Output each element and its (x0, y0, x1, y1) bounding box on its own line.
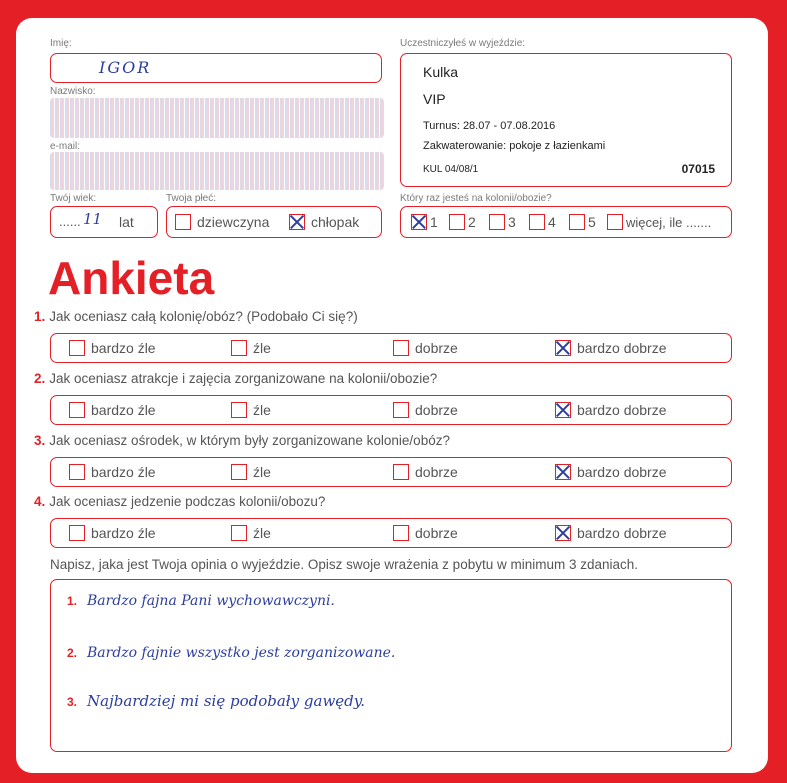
answer-option[interactable] (69, 401, 156, 418)
wiek-field[interactable] (50, 206, 158, 238)
answer-option[interactable] (231, 463, 271, 480)
checkbox[interactable] (393, 525, 409, 541)
opinion-line-3 (67, 692, 365, 711)
question-number: 4. (34, 494, 46, 509)
checkbox[interactable] (231, 340, 247, 356)
answer-option[interactable] (393, 463, 458, 480)
times-option-label: więcej, ile ....... (626, 214, 712, 230)
checkbox[interactable] (175, 214, 191, 230)
answer-option-label: źle (253, 464, 271, 481)
answer-option-label: bardzo dobrze (577, 464, 667, 481)
turnus: Turnus: 28.07 - 07.08.2016 (423, 120, 556, 132)
question-4-answers (50, 518, 732, 548)
checkbox[interactable] (489, 214, 505, 230)
opinion-line-text: Bardzo fajnie wszystko jest zorganizowane. (87, 645, 396, 661)
participant-code: KUL 04/08/1 (423, 164, 479, 175)
opinion-prompt: Napisz, jaka jest Twoja opinia o wyjeździe. Opisz swoje wrażenia z pobytu w minimum 3 zdaniach. (50, 557, 639, 572)
checkbox[interactable] (69, 525, 85, 541)
checkbox[interactable] (69, 402, 85, 418)
times-option-label: 1 (430, 214, 438, 231)
question-2-answers (50, 395, 732, 425)
question-text: Jak oceniasz całą kolonię/obóz? (Podobało Ci się?) (49, 309, 358, 324)
participant-line1: Kulka (423, 64, 459, 80)
participant-label: Uczestniczyłeś w wyjeździe: (400, 38, 526, 49)
answer-option[interactable] (555, 339, 667, 356)
checkbox[interactable] (69, 464, 85, 480)
imie-field[interactable] (50, 53, 382, 83)
answer-option-label: bardzo źle (91, 464, 156, 481)
question-1 (34, 309, 358, 324)
checkbox-checked[interactable] (411, 214, 427, 230)
question-3 (34, 433, 450, 448)
opinion-box[interactable] (50, 579, 732, 752)
question-number: 1. (34, 309, 46, 324)
answer-option[interactable] (69, 463, 156, 480)
opinion-line-text: Najbardziej mi się podobały gawędy. (87, 692, 366, 710)
times-option-label: 5 (588, 214, 596, 231)
checkbox-checked[interactable] (555, 402, 571, 418)
checkbox[interactable] (607, 214, 623, 230)
checkbox-checked[interactable] (555, 340, 571, 356)
question-3-answers (50, 457, 732, 487)
times-option-2[interactable] (449, 213, 476, 230)
answer-option-label: dobrze (415, 525, 458, 542)
answer-option-label: dobrze (415, 464, 458, 481)
page-title: Ankieta (48, 252, 215, 304)
opinion-line-1 (67, 592, 335, 610)
checkbox-checked[interactable] (555, 464, 571, 480)
times-option-label: 2 (468, 214, 476, 231)
answer-option-label: bardzo dobrze (577, 340, 667, 357)
answer-option-label: bardzo źle (91, 340, 156, 357)
opinion-line-2 (67, 644, 395, 662)
plec-option-chlopak[interactable] (289, 213, 359, 230)
opinion-line-number: 3. (67, 695, 78, 709)
checkbox-checked[interactable] (555, 525, 571, 541)
answer-option-label: bardzo dobrze (577, 525, 667, 542)
checkbox[interactable] (529, 214, 545, 230)
question-text: Jak oceniasz atrakcje i zajęcia zorganizowane na kolonii/obozie? (49, 371, 438, 386)
imie-value: IGOR (99, 58, 152, 77)
nazwisko-redacted (50, 98, 384, 138)
checkbox[interactable] (231, 525, 247, 541)
times-field (400, 206, 732, 238)
email-label: e-mail: (50, 141, 81, 152)
checkbox[interactable] (393, 402, 409, 418)
question-4 (34, 494, 325, 509)
answer-option[interactable] (393, 524, 458, 541)
checkbox[interactable] (393, 464, 409, 480)
answer-option[interactable] (231, 339, 271, 356)
answer-option-label: dobrze (415, 402, 458, 419)
participant-line2: VIP (423, 91, 446, 107)
answer-option[interactable] (69, 524, 156, 541)
plec-option-label: chłopak (311, 214, 360, 231)
checkbox-checked[interactable] (289, 214, 305, 230)
plec-label: Twoja płeć: (166, 193, 217, 204)
checkbox[interactable] (231, 464, 247, 480)
times-option-label: 4 (548, 214, 556, 231)
answer-option[interactable] (555, 524, 667, 541)
question-2 (34, 371, 437, 386)
participant-box (400, 53, 732, 187)
checkbox[interactable] (449, 214, 465, 230)
answer-option-label: dobrze (415, 340, 458, 357)
checkbox[interactable] (231, 402, 247, 418)
opinion-line-number: 2. (67, 646, 78, 660)
imie-label: Imię: (50, 38, 72, 49)
plec-option-dziewczyna[interactable] (175, 213, 269, 230)
answer-option-label: bardzo dobrze (577, 402, 667, 419)
email-redacted (50, 152, 384, 190)
answer-option[interactable] (393, 339, 458, 356)
checkbox[interactable] (69, 340, 85, 356)
answer-option[interactable] (393, 401, 458, 418)
question-text: Jak oceniasz jedzenie podczas kolonii/obozu? (49, 494, 326, 509)
opinion-line-number: 1. (67, 594, 78, 608)
plec-option-label: dziewczyna (197, 214, 270, 231)
times-option-1[interactable] (411, 213, 438, 230)
plec-field (166, 206, 382, 238)
question-number: 2. (34, 371, 46, 386)
answer-option[interactable] (231, 524, 271, 541)
times-label: Który raz jesteś na kolonii/obozie? (400, 193, 552, 204)
question-text: Jak oceniasz ośrodek, w którym były zorganizowane kolonie/obóz? (49, 433, 450, 448)
answer-option[interactable] (69, 339, 156, 356)
answer-option[interactable] (231, 401, 271, 418)
times-option-5[interactable] (569, 213, 596, 230)
answer-option-label: źle (253, 340, 271, 357)
wiek-label: Twój wiek: (50, 193, 97, 204)
times-option-more[interactable] (607, 213, 711, 230)
answer-option[interactable] (555, 463, 667, 480)
answer-option-label: bardzo źle (91, 525, 156, 542)
times-option-label: 3 (508, 214, 516, 231)
times-option-3[interactable] (489, 213, 516, 230)
wiek-value: 11 (83, 210, 103, 228)
participant-number: 07015 (681, 162, 715, 176)
question-number: 3. (34, 433, 46, 448)
answer-option-label: źle (253, 402, 271, 419)
answer-option-label: bardzo źle (91, 402, 156, 419)
times-option-4[interactable] (529, 213, 556, 230)
answer-option[interactable] (555, 401, 667, 418)
zakwaterowanie: Zakwaterowanie: pokoje z łazienkami (423, 140, 606, 152)
answer-option-label: źle (253, 525, 271, 542)
checkbox[interactable] (569, 214, 585, 230)
wiek-dots: ...... (59, 214, 81, 229)
question-1-answers (50, 333, 732, 363)
opinion-line-text: Bardzo fajna Pani wychowawczyni. (87, 593, 335, 609)
checkbox[interactable] (393, 340, 409, 356)
wiek-suffix: lat (119, 214, 134, 230)
nazwisko-label: Nazwisko: (50, 86, 96, 97)
